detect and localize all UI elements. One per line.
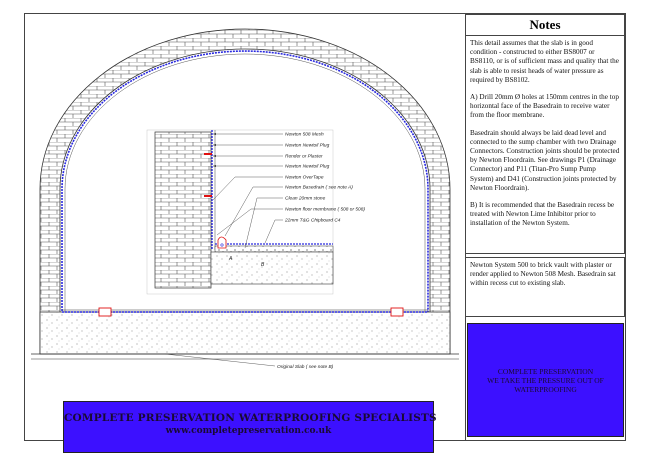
label-original-slab: Original Slab ( see note B)	[277, 365, 334, 370]
notes-paragraph: A) Drill 20mm Ø holes at 150mm centres in the top horizontal face of the Basedrain to receive water from the floor membrane.	[470, 93, 619, 120]
newtoil-plug-upper	[204, 153, 212, 155]
label-508-mesh: Newton 508 Mesh	[285, 132, 324, 138]
original-slab	[40, 308, 450, 354]
notes-box	[465, 14, 625, 254]
label-newtoil-plug-1: Newton Newtoil Plug	[285, 143, 330, 149]
notes-paragraph: Basedrain should always be laid dead level and connected to the sump chamber with two Drainage Connectors. Construction joints should be protected by Newton Floordrain. See drawings P1 (Drainage Connector) and P11 (Titan-Pro Sump Pump System) and D41 (Construction joints protected by Newton Floordrain).	[470, 128, 620, 192]
label-overtape: Newton OverTape	[285, 175, 324, 181]
banner-title: COMPLETE PRESERVATION WATERPROOFING SPECIALISTS	[64, 412, 437, 424]
marker-a: A	[229, 256, 233, 262]
notes-title: Notes	[466, 17, 624, 36]
label-floor-membrane: Newton floor membrane ( 508 or 508)	[285, 207, 365, 213]
promo-box	[467, 323, 624, 437]
brick-vault	[40, 29, 450, 354]
label-render: Render or Plaster	[285, 154, 323, 160]
notes-paragraph: This detail assumes that the slab is in good condition - constructed to either BS8007 or BS8110, or is of sufficient mass and quality that the slab is able to resist heads of water pressure as required by BS8102.	[470, 39, 619, 84]
notes-panel	[465, 14, 625, 440]
label-stone: Clean 20mm stone	[285, 196, 326, 202]
promo-line2: WE TAKE THE PRESSURE OUT OF WATERPROOFING	[487, 375, 604, 394]
vault-section-drawing	[25, 14, 465, 440]
company-banner	[63, 401, 437, 453]
newtoil-plug-lower	[204, 195, 212, 197]
drawing-area	[25, 14, 466, 440]
label-basedrain: Newton Basedrain ( see note A)	[285, 185, 353, 191]
promo-line1: COMPLETE PRESERVATION	[497, 366, 594, 376]
spec-box	[465, 257, 625, 317]
marker-b: B	[261, 262, 265, 268]
banner-url[interactable]: www.completepreservation.co.uk	[165, 426, 332, 436]
notes-paragraph: B) It is recommended that the Basedrain recess be treated with Newton Lime Inhibitor prior to installation of the Newton System.	[470, 201, 615, 228]
spec-text: Newton System 500 to brick vault with plaster or render applied to Newton 508 Mesh. Basedrain sat within recess cut to existing slab.	[470, 261, 616, 288]
ground-lines	[31, 354, 459, 359]
label-newtoil-plug-2: Newton Newtoil Plug	[285, 164, 330, 170]
label-chipboard: 22mm T&G Chipboard C4	[285, 218, 341, 224]
